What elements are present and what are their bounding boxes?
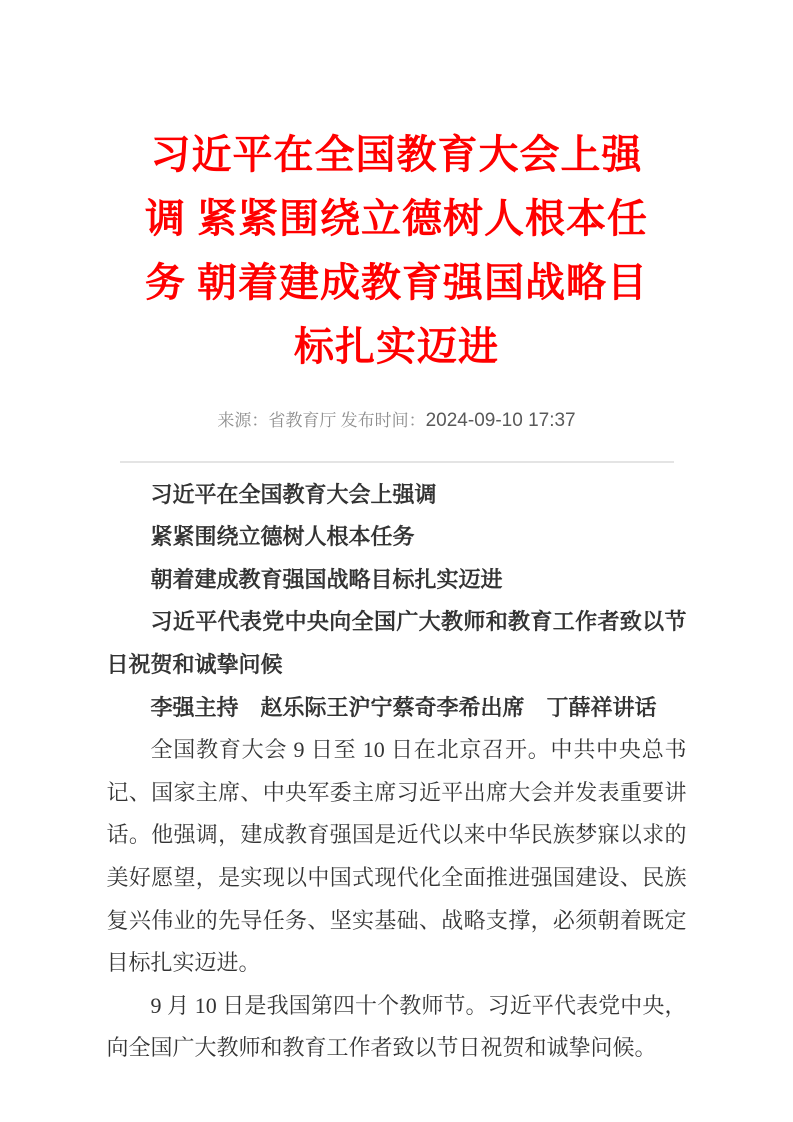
article-subhead: 李强主持 赵乐际王沪宁蔡奇李希出席 丁薛祥讲话	[150, 694, 657, 720]
article-subhead: 习近平代表党中央向全国广大教师和教育工作者致以节日祝贺和诚挚问候	[106, 609, 687, 677]
source-value: 省教育厅	[268, 410, 337, 430]
page-title-line: 调 紧紧围绕立德树人根本任	[145, 195, 648, 241]
publish-time-label: 发布时间：	[340, 410, 426, 430]
publish-time-value: 2024-09-10 17:37	[425, 409, 576, 431]
article-subhead: 紧紧围绕立德树人根本任务	[150, 524, 415, 550]
article-paragraph: 全国教育大会 9 日至 10 日在北京召开。中共中央总书记、国家主席、中央军委主席习近平出席大会并发表重要讲话。他强调，建成教育强国是近代以来中华民族梦寐以求的美好愿望，是实现以中国式现代化全面推进强国建设、民族复兴伟业的先导任务、坚实基础、战略支撑，必须朝着既定目标扎实迈进。	[106, 737, 687, 976]
article-body	[107, 474, 687, 1070]
article-subhead: 习近平在全国教育大会上强调	[150, 481, 437, 507]
article-paragraph: 9 月 10 日是我国第四十个教师节。习近平代表党中央，向全国广大教师和教育工作者致以节日祝贺和诚挚问候。	[106, 992, 687, 1061]
title-divider	[120, 461, 674, 463]
article-subhead: 朝着建成教育强国战略目标扎实迈进	[150, 566, 503, 592]
article-meta	[0, 406, 793, 436]
source-label: 来源：	[217, 410, 269, 430]
page-title-line: 习近平在全国教育大会上强	[150, 131, 643, 177]
page-title-line: 标扎实迈进	[294, 323, 499, 369]
page-title	[0, 27, 793, 379]
page-title-line: 务 朝着建成教育强国战略目	[145, 259, 648, 305]
